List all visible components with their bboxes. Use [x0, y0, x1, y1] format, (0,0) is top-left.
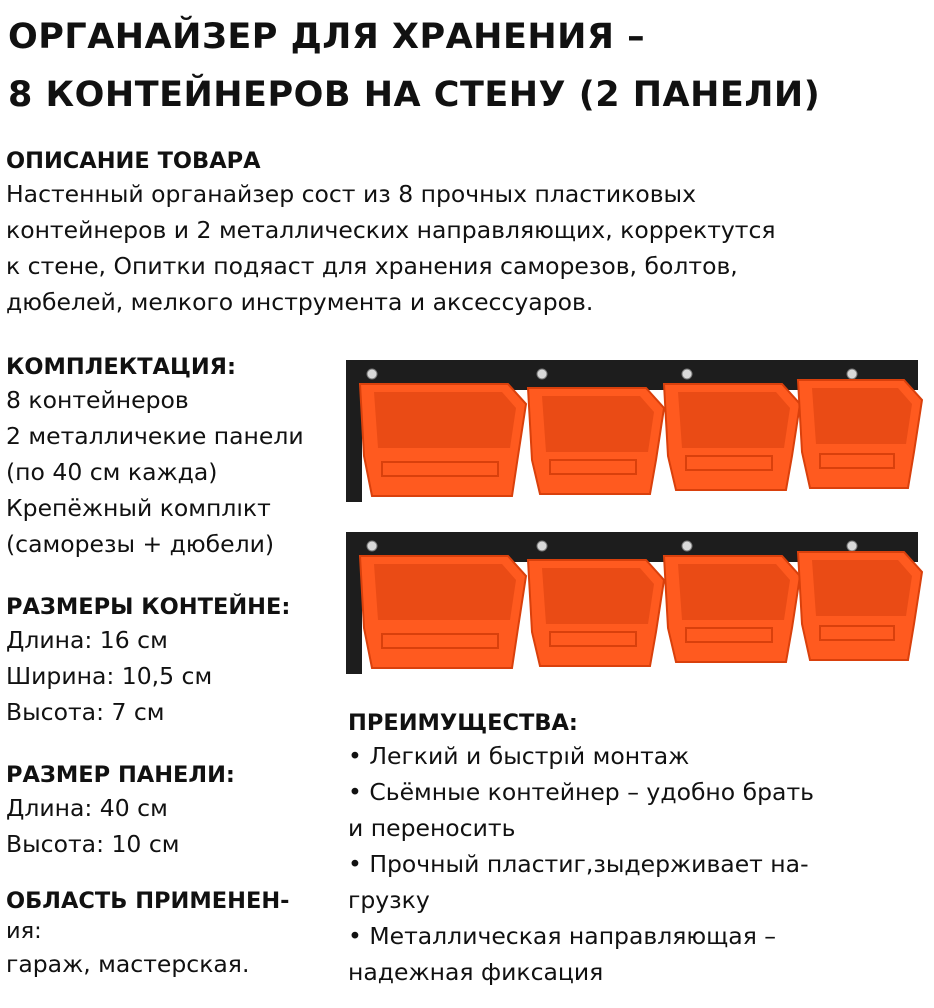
organizer-illustration — [342, 350, 934, 690]
advantage-line: • Легкий и быстрıй монтаж — [348, 742, 690, 770]
bin-opening — [678, 392, 790, 448]
advantages-section — [348, 708, 814, 990]
advantage-line: грузку — [348, 886, 430, 914]
bin-opening — [542, 396, 654, 452]
panel-length: Длина: 40 см — [6, 794, 168, 822]
panel-size-heading: РАЗМЕР ПАНЕЛИ: — [6, 762, 235, 788]
screw-icon — [537, 541, 547, 551]
storage-bin — [664, 556, 800, 662]
screw-icon — [682, 541, 692, 551]
product-title — [8, 8, 820, 124]
storage-bin — [360, 384, 526, 496]
rail-side — [346, 562, 362, 674]
application-heading-line-2: ия: — [6, 918, 42, 944]
screw-icon — [847, 541, 857, 551]
container-height: Высота: 7 см — [6, 698, 165, 726]
bin-opening — [542, 568, 654, 624]
screw-icon — [367, 369, 377, 379]
advantages-heading: ПРЕИМУЩЕСТВА: — [348, 710, 578, 736]
bin-opening — [812, 560, 912, 616]
product-photo — [342, 350, 934, 690]
kit-item: (саморезы + дюбели) — [6, 530, 275, 558]
storage-bin — [798, 552, 922, 660]
application-section — [6, 886, 290, 982]
description-section — [6, 146, 776, 320]
container-length: Длина: 16 см — [6, 626, 168, 654]
panel-height: Высота: 10 см — [6, 830, 180, 858]
storage-bin — [798, 380, 922, 488]
container-width: Ширина: 10,5 см — [6, 662, 213, 690]
description-line: к стене, Опитки подяаст для хранения саморезов, болтов, — [6, 252, 738, 280]
advantage-line: • Металлическая направляющая – — [348, 922, 777, 950]
rail-side — [346, 390, 362, 502]
product-title-line-2: 8 КОНТЕЙНЕРОВ НА СТЕНУ (2 ПАНЕЛИ) — [8, 75, 821, 115]
bin-opening — [812, 388, 912, 444]
kit-item: 8 контейнеров — [6, 386, 189, 414]
kit-item: (по 40 см кажда) — [6, 458, 218, 486]
kit-item: Крепёжный комплıкт — [6, 494, 271, 522]
application-heading — [6, 886, 290, 946]
bin-opening — [678, 564, 790, 620]
container-size-heading: РАЗМЕРЫ КОНТЕЙНЕ: — [6, 594, 291, 620]
product-title-line-1: ОРГАНАЙЗЕР ДЛЯ ХРАНЕНИЯ – — [8, 17, 646, 57]
kit-section — [6, 352, 304, 562]
application-value: гараж, мастерская. — [6, 950, 250, 978]
kit-item: 2 металличекие панели — [6, 422, 304, 450]
container-size-section — [6, 592, 290, 730]
bin-opening — [374, 564, 516, 620]
screw-icon — [682, 369, 692, 379]
screw-icon — [847, 369, 857, 379]
bin-opening — [374, 392, 516, 448]
screw-icon — [537, 369, 547, 379]
advantage-line: и переносить — [348, 814, 516, 842]
storage-bin — [360, 556, 526, 668]
advantage-line: • Сьёмные контейнер – удобно брать — [348, 778, 814, 806]
application-heading-line-1: ОБЛАСТЬ ПРИМЕНЕН- — [6, 888, 290, 914]
description-line: контейнеров и 2 металлических направляющих, корректутся — [6, 216, 776, 244]
advantage-line: надежная фиксация — [348, 958, 604, 986]
advantage-line: • Прочный пластиг,зыдерживает на- — [348, 850, 809, 878]
panel-size-section — [6, 760, 235, 862]
storage-bin — [528, 560, 664, 666]
description-line: Настенный органайзер сост из 8 прочных пластиковых — [6, 180, 697, 208]
storage-bin — [664, 384, 800, 490]
screw-icon — [367, 541, 377, 551]
kit-heading: КОМПЛЕКТАЦИЯ: — [6, 354, 236, 380]
description-heading: ОПИСАНИЕ ТОВАРА — [6, 148, 261, 174]
storage-bin — [528, 388, 664, 494]
description-line: дюбелей, мелкого инструмента и аксессуаров. — [6, 288, 594, 316]
